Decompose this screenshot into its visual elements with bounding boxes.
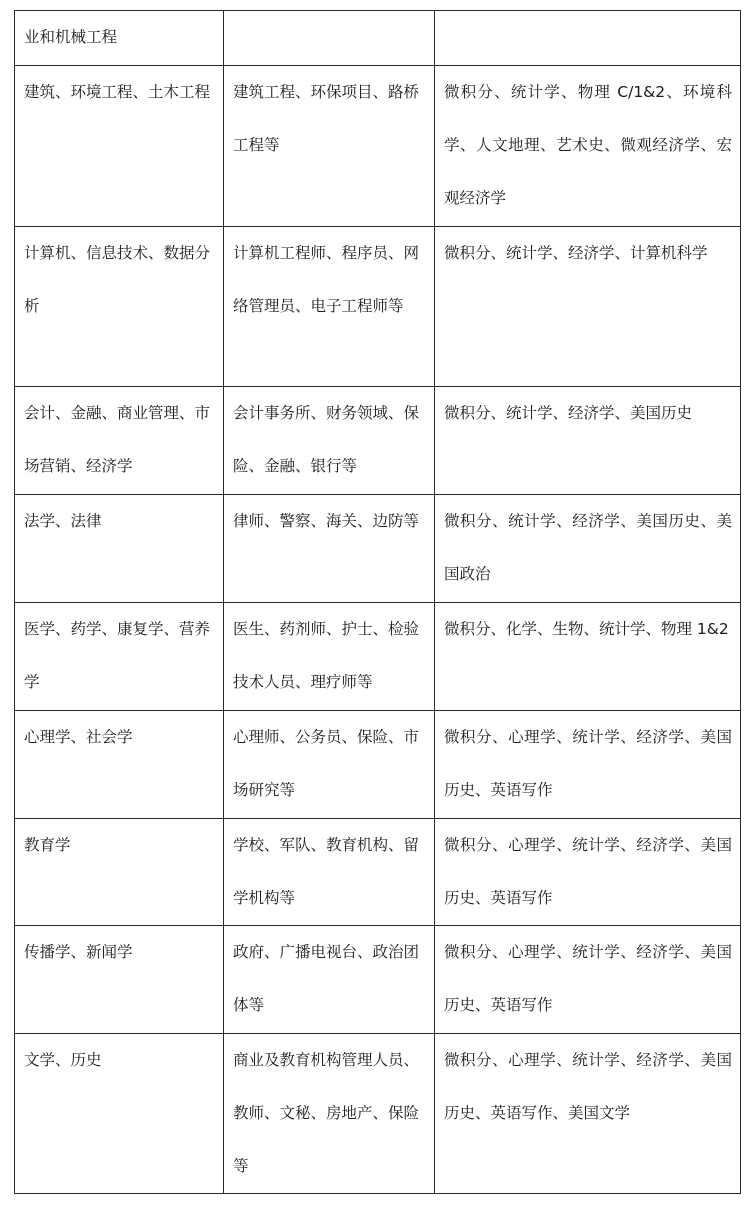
courses-cell	[435, 387, 741, 495]
courses-cell	[435, 926, 741, 1034]
career-cell	[224, 711, 435, 819]
table-row	[15, 11, 741, 66]
table-row	[15, 711, 741, 819]
major-cell	[15, 926, 224, 1034]
major-cell	[15, 227, 224, 387]
career-text: 计算机工程师、程序员、网络管理员、电子工程师等	[233, 244, 420, 315]
career-text: 会计事务所、财务领域、保险、金融、银行等	[233, 404, 420, 475]
career-cell	[224, 227, 435, 387]
major-text: 业和机械工程	[24, 28, 118, 46]
career-text: 医生、药剂师、护士、检验技术人员、理疗师等	[233, 620, 420, 691]
career-text: 建筑工程、环保项目、路桥工程等	[233, 83, 420, 154]
major-text: 教育学	[24, 836, 71, 854]
career-cell	[224, 926, 435, 1034]
table-row	[15, 387, 741, 495]
courses-cell	[435, 711, 741, 819]
career-cell	[224, 819, 435, 926]
career-text: 律师、警察、海关、边防等	[233, 512, 420, 530]
career-text: 学校、军队、教育机构、留学机构等	[233, 836, 420, 907]
major-text: 建筑、环境工程、土木工程	[24, 83, 211, 101]
courses-cell	[435, 1034, 741, 1194]
career-text: 商业及教育机构管理人员、教师、文秘、房地产、保险等	[233, 1051, 420, 1175]
table-row	[15, 819, 741, 926]
courses-text: 微积分、统计学、物理 C/1&2、环境科学、人文地理、艺术史、微观经济学、宏观经济学	[444, 83, 732, 207]
major-text: 传播学、新闻学	[24, 943, 133, 961]
major-cell	[15, 11, 224, 66]
courses-text: 微积分、统计学、经济学、美国历史	[444, 404, 693, 422]
table	[14, 10, 741, 1194]
career-cell	[224, 1034, 435, 1194]
courses-text: 微积分、统计学、经济学、美国历史、美国政治	[444, 512, 732, 583]
major-text: 文学、历史	[24, 1051, 102, 1069]
career-cell	[224, 11, 435, 66]
major-text: 医学、药学、康复学、营养学	[24, 620, 211, 691]
major-cell	[15, 711, 224, 819]
career-cell	[224, 66, 435, 227]
major-cell	[15, 819, 224, 926]
major-cell	[15, 387, 224, 495]
table-row	[15, 66, 741, 227]
major-text: 会计、金融、商业管理、市场营销、经济学	[24, 404, 211, 475]
major-text: 心理学、社会学	[24, 728, 133, 746]
courses-cell	[435, 66, 741, 227]
major-cell	[15, 1034, 224, 1194]
courses-text: 微积分、心理学、统计学、经济学、美国历史、英语写作	[444, 728, 732, 799]
career-cell	[224, 603, 435, 711]
major-text: 法学、法律	[24, 512, 102, 530]
courses-text: 微积分、统计学、经济学、计算机科学	[444, 244, 708, 262]
table-row	[15, 1034, 741, 1194]
courses-cell	[435, 11, 741, 66]
career-text: 心理师、公务员、保险、市场研究等	[233, 728, 420, 799]
table-row	[15, 603, 741, 711]
courses-cell	[435, 603, 741, 711]
courses-cell	[435, 227, 741, 387]
courses-text: 微积分、化学、生物、统计学、物理 1&2	[444, 620, 729, 638]
major-text: 计算机、信息技术、数据分析	[24, 244, 211, 315]
major-cell	[15, 495, 224, 603]
career-cell	[224, 495, 435, 603]
career-cell	[224, 387, 435, 495]
table-row	[15, 495, 741, 603]
courses-text: 微积分、心理学、统计学、经济学、美国历史、英语写作	[444, 943, 732, 1014]
courses-text: 微积分、心理学、统计学、经济学、美国历史、英语写作	[444, 836, 732, 907]
courses-cell	[435, 495, 741, 603]
major-cell	[15, 603, 224, 711]
courses-text: 微积分、心理学、统计学、经济学、美国历史、英语写作、美国文学	[444, 1051, 732, 1122]
courses-cell	[435, 819, 741, 926]
table-row	[15, 926, 741, 1034]
table-row	[15, 227, 741, 387]
career-text: 政府、广播电视台、政治团体等	[233, 943, 420, 1014]
major-career-course-table	[14, 10, 740, 1194]
major-cell	[15, 66, 224, 227]
